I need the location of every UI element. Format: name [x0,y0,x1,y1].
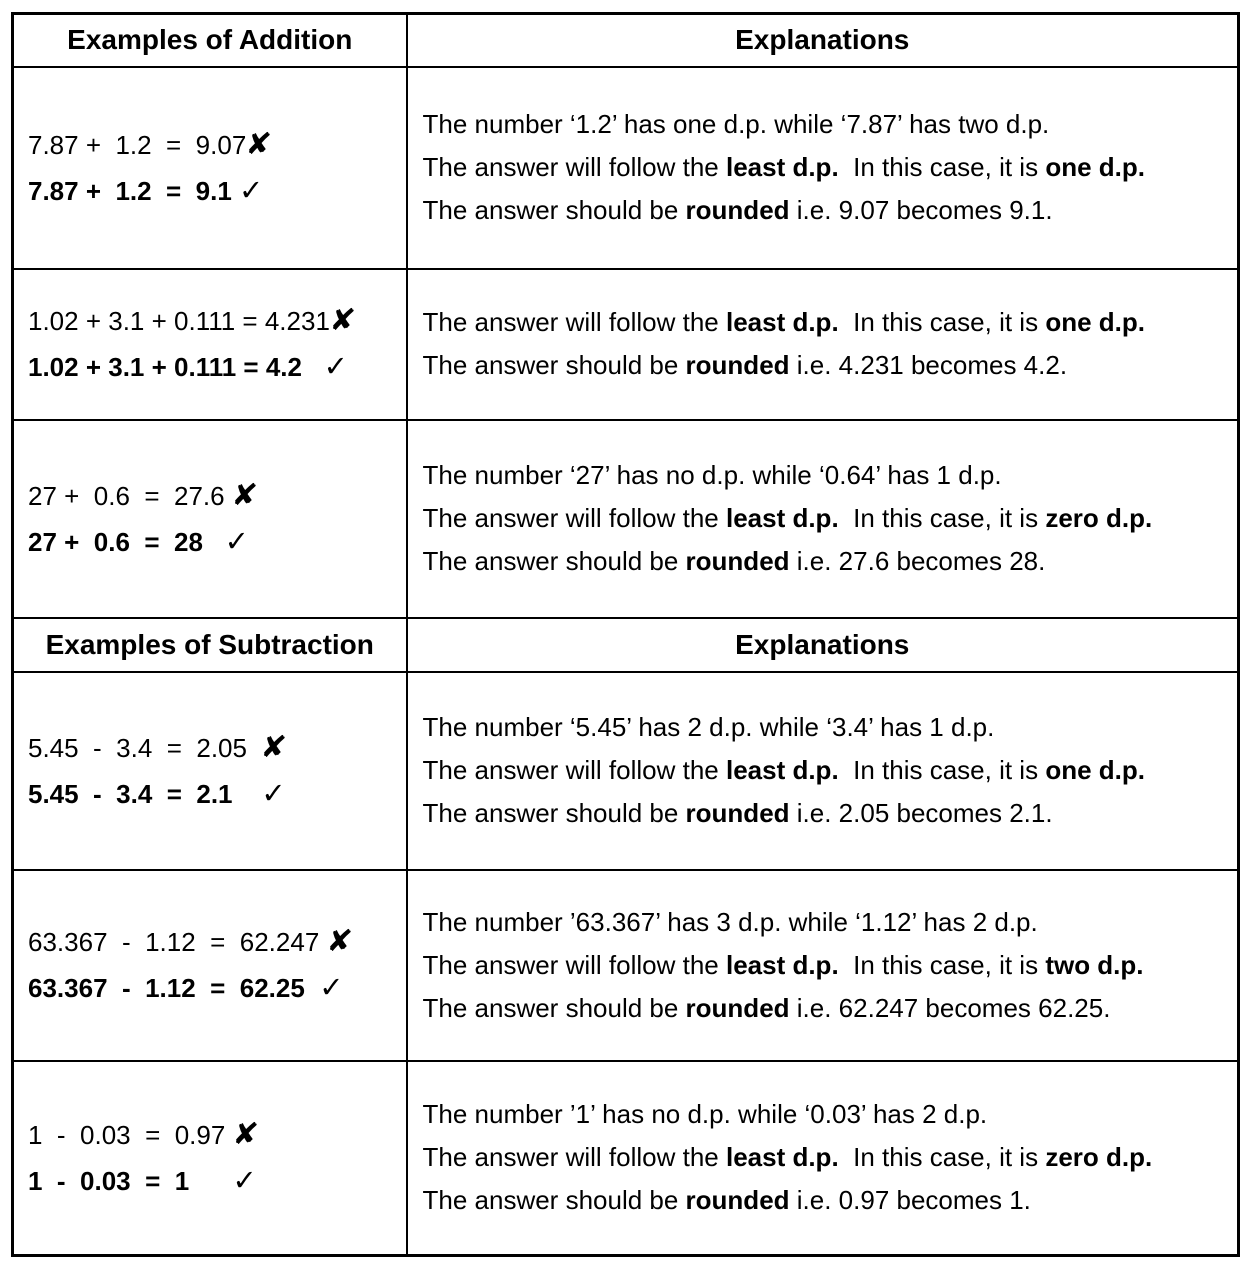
text-run: The answer will follow the [422,503,726,533]
text-run: In this case, it is [838,307,1046,337]
emphasis-text: least d.p. [725,1142,839,1173]
explanation-line [423,103,1228,146]
text-run: i.e. 2.05 becomes 2.1. [789,798,1053,828]
text-run: The answer will follow the [422,307,726,337]
check-icon: ✓ [224,525,249,558]
explanation-line [423,540,1228,583]
cross-icon: ✘ [244,127,274,161]
incorrect-equation [28,725,398,771]
example-cell [13,672,407,870]
explanation-line [423,1179,1228,1222]
text-run: The answer will follow the [422,949,726,980]
emphasis-text: least d.p. [725,307,839,337]
examples-column-header: Examples of Subtraction [13,618,407,672]
explanation-line [423,901,1228,944]
emphasis-text: least d.p. [725,755,839,785]
explanation-cell [407,870,1239,1061]
explanation-cell [407,269,1239,420]
cross-icon: ✘ [230,1117,260,1151]
correct-equation [28,1158,398,1204]
example-cell [13,67,407,269]
examples-column-header: Examples of Addition [13,14,407,67]
check-icon: ✓ [232,1164,257,1197]
example-cell [13,269,407,420]
explanation-line [423,1136,1228,1179]
incorrect-equation [28,298,398,344]
correct-equation [28,519,398,565]
text-run: The number ‘5.45’ has 2 d.p. while ‘3.4’ has 1 d.p. [422,712,995,742]
example-cell [13,420,407,618]
text-run: The number ’63.367’ has 3 d.p. while ‘1.12’ has 2 d.p. [422,906,1038,937]
text-run: The answer will follow the [422,152,726,182]
explanation-line [423,301,1228,344]
equation-text: 5.45 - 3.4 = 2.05 [28,732,262,763]
text-run: The answer should be [422,798,686,828]
explanation-line [423,944,1228,987]
check-icon: ✓ [323,351,348,383]
text-run: The answer should be [422,1185,686,1216]
text-run: The number ‘1.2’ has one d.p. while ‘7.87’ has two d.p. [422,109,1050,139]
explanation-cell [407,672,1239,870]
text-run: The answer will follow the [422,1142,726,1173]
text-run: i.e. 62.247 becomes 62.25. [789,992,1111,1023]
cross-icon: ✘ [230,478,259,512]
explanation-line [423,189,1228,232]
text-run: i.e. 4.231 becomes 4.2. [789,350,1068,380]
emphasis-text: one d.p. [1045,307,1145,337]
emphasis-text: one d.p. [1045,152,1145,182]
cross-icon: ✘ [324,925,354,958]
text-run: i.e. 9.07 becomes 9.1. [789,195,1053,225]
emphasis-text: two d.p. [1045,949,1144,980]
equation-text: 1 - 0.03 = 0.97 [28,1119,233,1150]
emphasis-text: least d.p. [725,949,839,980]
text-run: In this case, it is [838,755,1046,785]
equation-text: 63.367 - 1.12 = 62.247 [28,927,327,957]
explanation-cell [407,1061,1239,1256]
correct-equation [28,168,398,214]
explanation-line [423,497,1228,540]
example-cell [13,1061,407,1256]
explanations-column-header: Explanations [407,14,1239,67]
text-run: The answer will follow the [422,755,726,785]
table-body [13,14,1239,1256]
incorrect-equation [28,919,398,965]
decimal-places-rules-table [11,12,1240,1257]
emphasis-text: rounded [685,798,790,828]
table-row [13,672,1239,870]
explanation-cell [407,67,1239,269]
text-run: In this case, it is [838,503,1046,533]
correct-equation [28,344,398,390]
emphasis-text: rounded [685,195,790,225]
equation-text: 1 - 0.03 = 1 [28,1165,233,1196]
example-cell [13,870,407,1061]
explanation-line [423,1093,1228,1136]
emphasis-text: one d.p. [1045,755,1145,785]
text-run: The number ‘27’ has no d.p. while ‘0.64’ has 1 d.p. [422,460,1002,490]
equation-text: 7.87 + 1.2 = 9.07 [28,129,247,160]
table-row [13,1061,1239,1256]
cross-icon: ✘ [328,304,357,337]
text-run: i.e. 27.6 becomes 28. [789,546,1046,576]
emphasis-text: least d.p. [725,152,839,182]
equation-text: 63.367 - 1.12 = 62.25 [28,973,320,1003]
explanation-line [423,749,1228,792]
table-row [13,269,1239,420]
equation-text: 27 + 0.6 = 27.6 [28,480,232,511]
text-run: The answer should be [422,546,686,576]
emphasis-text: zero d.p. [1045,1142,1153,1173]
check-icon: ✓ [239,174,264,207]
emphasis-text: rounded [685,350,790,380]
emphasis-text: least d.p. [725,503,839,533]
text-run: The answer should be [422,350,686,380]
equation-text: 1.02 + 3.1 + 0.111 = 4.231 [28,306,330,336]
explanation-line [423,706,1228,749]
check-icon: ✓ [261,777,286,810]
section-header-row [13,618,1239,672]
explanation-line [423,454,1228,497]
equation-text: 5.45 - 3.4 = 2.1 [28,778,262,809]
equation-text: 27 + 0.6 = 28 [28,526,225,557]
text-run: In this case, it is [838,1142,1046,1173]
text-run: i.e. 0.97 becomes 1. [789,1185,1031,1216]
equation-text: 1.02 + 3.1 + 0.111 = 4.2 [28,352,324,382]
text-run: In this case, it is [838,152,1046,182]
emphasis-text: zero d.p. [1045,503,1153,533]
table-row [13,420,1239,618]
incorrect-equation [28,473,398,519]
emphasis-text: rounded [685,1185,790,1216]
explanation-line [423,146,1228,189]
section-header-row [13,14,1239,67]
text-run: The answer should be [422,195,686,225]
incorrect-equation [28,1112,398,1158]
check-icon: ✓ [319,972,344,1004]
explanation-line [423,344,1228,387]
table-row [13,870,1239,1061]
explanation-line [423,792,1228,835]
correct-equation [28,965,398,1011]
equation-text: 7.87 + 1.2 = 9.1 [28,175,240,206]
explanations-column-header: Explanations [407,618,1239,672]
cross-icon: ✘ [259,730,289,764]
correct-equation [28,771,398,817]
table-row [13,67,1239,269]
text-run: In this case, it is [838,949,1046,980]
incorrect-equation [28,122,398,168]
emphasis-text: rounded [685,546,790,576]
explanation-line [423,987,1228,1030]
text-run: The answer should be [422,992,686,1023]
emphasis-text: rounded [685,992,790,1023]
explanation-cell [407,420,1239,618]
text-run: The number ’1’ has no d.p. while ‘0.03’ has 2 d.p. [422,1099,988,1130]
